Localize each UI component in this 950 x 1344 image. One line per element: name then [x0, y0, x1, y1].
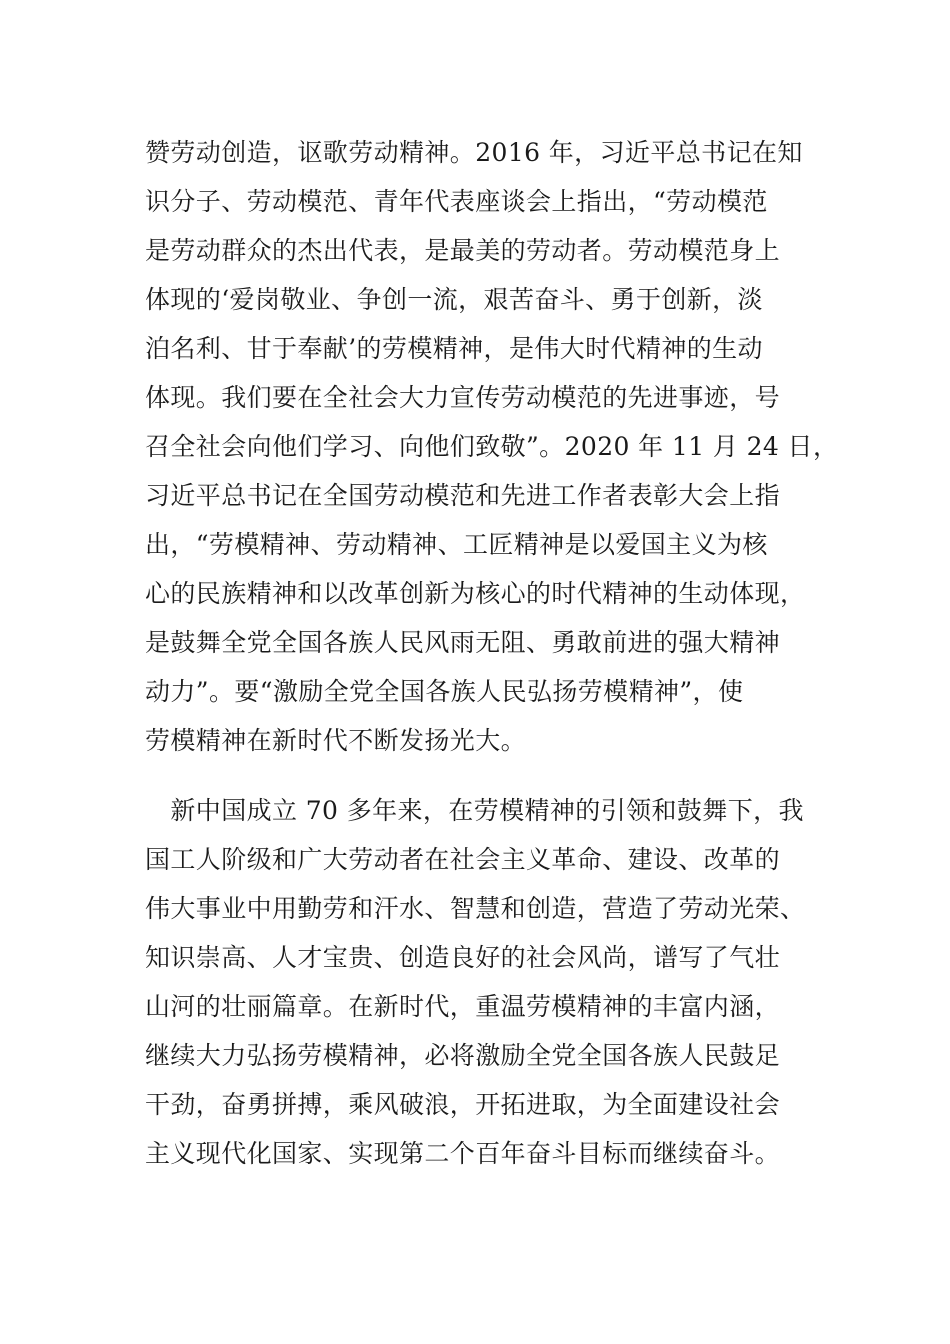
text-line: 国工人阶级和广大劳动者在社会主义革命、建设、改革的	[145, 845, 781, 874]
text-line: 动力”。要“激励全党全国各族人民弘扬劳模精神”，使	[145, 677, 744, 706]
text-line: 心的民族精神和以改革创新为核心的时代精神的生动体现，	[145, 579, 806, 608]
text-line: 劳模精神在新时代不断发扬光大。	[145, 726, 527, 755]
text-line: 泊名利、甘于奉献’的劳模精神，是伟大时代精神的生动	[145, 334, 763, 363]
text-line: 山河的壮丽篇章。在新时代，重温劳模精神的丰富内涵，	[145, 992, 781, 1021]
text-line: 新中国成立 70 多年来，在劳模精神的引领和鼓舞下，我	[145, 796, 804, 825]
text-line: 伟大事业中用勤劳和汗水、智慧和创造，营造了劳动光荣、	[145, 894, 806, 923]
text-line: 出，“劳模精神、劳动精神、工匠精神是以爱国主义为核	[145, 530, 768, 559]
text-line: 干劲，奋勇拼搏，乘风破浪，开拓进取，为全面建设社会	[145, 1090, 781, 1119]
text-line: 体现。我们要在全社会大力宣传劳动模范的先进事迹，号	[145, 383, 781, 412]
text-line: 是鼓舞全党全国各族人民风雨无阻、勇敢前进的强大精神	[145, 628, 781, 657]
paragraph-1	[145, 128, 839, 765]
text-line: 体现的‘爱岗敬业、争创一流，艰苦奋斗、勇于创新，淡	[145, 285, 763, 314]
text-line: 主义现代化国家、实现第二个百年奋斗目标而继续奋斗。	[145, 1139, 781, 1168]
text-line: 继续大力弘扬劳模精神，必将激励全党全国各族人民鼓足	[145, 1041, 781, 1070]
text-line: 赞劳动创造，讴歌劳动精神。2016 年，习近平总书记在知	[145, 138, 803, 167]
text-line: 习近平总书记在全国劳动模范和先进工作者表彰大会上指	[145, 481, 781, 510]
paragraph-2	[145, 786, 810, 1178]
text-line: 知识崇高、人才宝贵、创造良好的社会风尚，谱写了气壮	[145, 943, 781, 972]
text-line: 召全社会向他们学习、向他们致敬”。2020 年 11 月 24 日，	[145, 432, 839, 461]
text-line: 识分子、劳动模范、青年代表座谈会上指出，“劳动模范	[145, 187, 768, 216]
text-line: 是劳动群众的杰出代表，是最美的劳动者。劳动模范身上	[145, 236, 781, 265]
